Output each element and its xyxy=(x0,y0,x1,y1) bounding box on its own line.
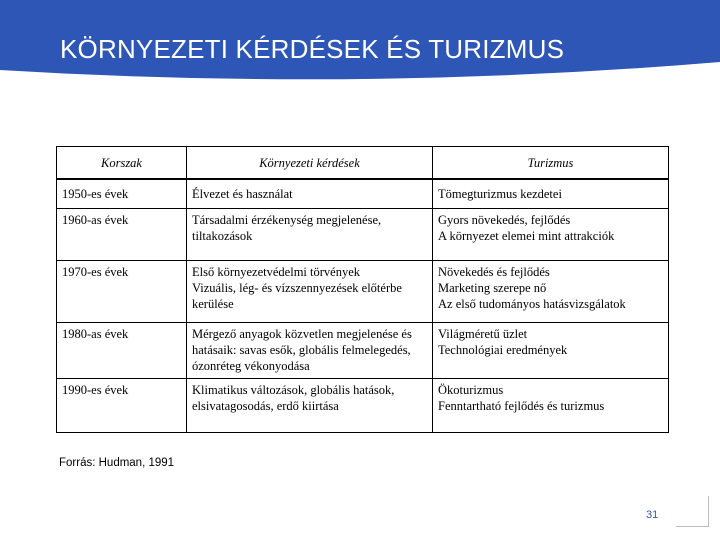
tourism-line: A környezet elemei mint attrakciók xyxy=(438,229,615,243)
period-cell: 1950-es évek xyxy=(57,179,187,209)
issues-cell xyxy=(187,179,433,209)
issues-line: Mérgező anyagok közvetlen megjelenése és hatásaik: savas esők, globális felmelegedés, ózonréteg vékonyodása xyxy=(192,327,412,373)
issues-line: Élvezet és használat xyxy=(192,187,293,201)
issues-line: Klimatikus változások, globális hatások, elsivatagosodás, erdő kiirtása xyxy=(192,383,395,413)
tourism-line: Technológiai eredmények xyxy=(438,343,568,357)
slide-title: KÖRNYEZETI KÉRDÉSEK ÉS TURIZMUS xyxy=(60,34,565,64)
period-cell: 1970-es évek xyxy=(57,261,187,323)
page-corner-frame xyxy=(676,496,709,527)
table-row xyxy=(57,323,669,379)
tourism-line: Az első tudományos hatásvizsgálatok xyxy=(438,297,626,311)
tourism-cell xyxy=(433,379,669,433)
tourism-line: Tömegturizmus kezdetei xyxy=(438,187,562,201)
source-note: Forrás: Hudman, 1991 xyxy=(59,457,175,469)
column-header-issues: Környezeti kérdések xyxy=(187,147,433,180)
column-header-period: Korszak xyxy=(57,147,187,180)
tourism-line: Ökoturizmus xyxy=(438,383,504,397)
table-row xyxy=(57,379,669,433)
period-cell: 1960-as évek xyxy=(57,209,187,261)
table-header-row xyxy=(57,147,669,180)
period-cell: 1980-as évek xyxy=(57,323,187,379)
issues-line: Társadalmi érzékenység megjelenése, tiltakozások xyxy=(192,213,382,243)
period-cell: 1990-es évek xyxy=(57,379,187,433)
table-row xyxy=(57,179,669,209)
title-banner xyxy=(0,0,720,82)
tourism-cell xyxy=(433,209,669,261)
tourism-line: Marketing szerepe nő xyxy=(438,281,547,295)
table-row xyxy=(57,261,669,323)
table-row xyxy=(57,209,669,261)
tourism-line: Fenntartható fejlődés és turizmus xyxy=(438,399,605,413)
issues-cell xyxy=(187,209,433,261)
issues-line: Első környezetvédelmi törvények xyxy=(192,265,360,279)
environment-tourism-table xyxy=(56,146,669,433)
issues-line: Vizuális, lég- és vízszennyezések előtérbe kerülése xyxy=(192,281,402,311)
tourism-cell xyxy=(433,261,669,323)
tourism-line: Növekedés és fejlődés xyxy=(438,265,550,279)
tourism-line: Gyors növekedés, fejlődés xyxy=(438,213,571,227)
issues-cell xyxy=(187,379,433,433)
column-header-tourism: Turizmus xyxy=(433,147,669,180)
tourism-cell xyxy=(433,179,669,209)
issues-cell xyxy=(187,323,433,379)
issues-cell xyxy=(187,261,433,323)
slide-number: 31 xyxy=(646,509,659,521)
tourism-cell xyxy=(433,323,669,379)
tourism-line: Világméretű üzlet xyxy=(438,327,528,341)
